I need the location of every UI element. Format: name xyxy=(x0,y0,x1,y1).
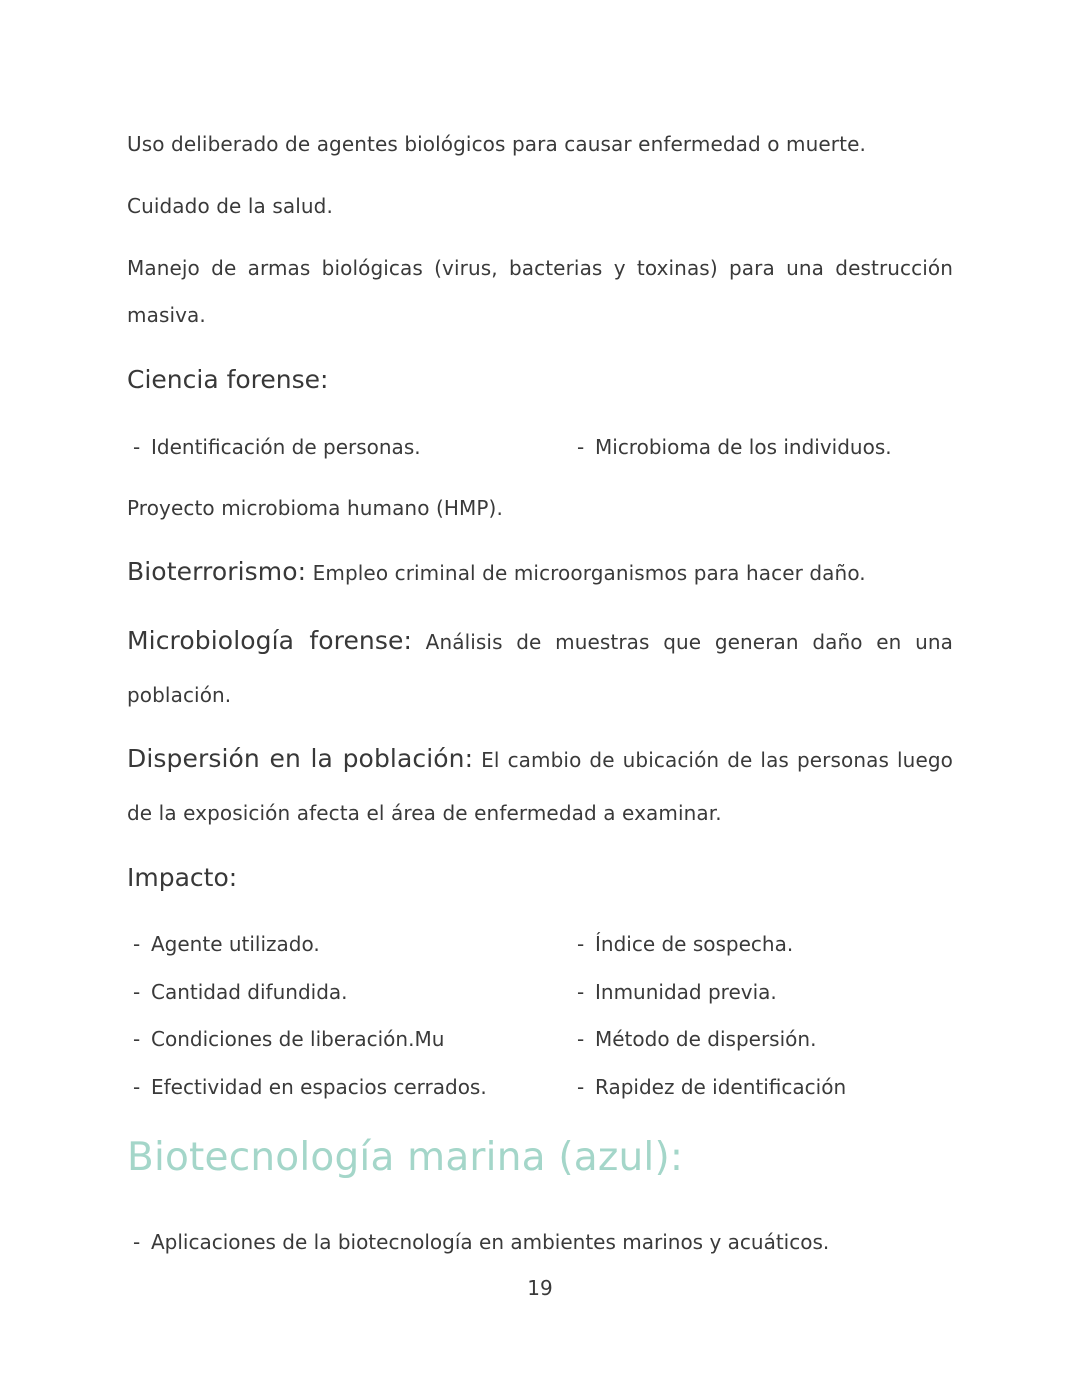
definition-text: Análisis de muestras que generan daño en una xyxy=(425,630,953,654)
bullet-dash: - xyxy=(133,980,141,1004)
bullet-dash: - xyxy=(577,435,585,459)
list-item xyxy=(127,980,348,1004)
bullet-dash: - xyxy=(577,1075,585,1099)
term-bioterrorism: Bioterrorismo: xyxy=(127,557,307,586)
bullet-dash: - xyxy=(577,932,585,956)
list-item-text: Aplicaciones de la biotecnología en ambientes marinos y acuáticos. xyxy=(151,1230,830,1254)
list-item xyxy=(127,1075,487,1099)
list-item xyxy=(127,1230,829,1254)
term-dispersion: Dispersión en la población: xyxy=(127,744,474,773)
paragraph-hmp: Proyecto microbioma humano (HMP). xyxy=(127,496,503,520)
paragraph-bioweapons-line2: masiva. xyxy=(127,303,206,327)
definition-forensic-microbiology-line1 xyxy=(127,626,953,655)
bullet-dash: - xyxy=(133,1075,141,1099)
heading-forensic-science: Ciencia forense: xyxy=(127,365,329,394)
list-item-text: Método de dispersión. xyxy=(595,1027,817,1051)
bullet-dash: - xyxy=(133,1230,141,1254)
list-item-text: Rapidez de identificación xyxy=(595,1075,847,1099)
bullet-dash: - xyxy=(577,980,585,1004)
list-item-text: Condiciones de liberación.Mu xyxy=(151,1027,445,1051)
heading-marine-biotechnology: Biotecnología marina (azul): xyxy=(127,1135,684,1180)
bullet-dash: - xyxy=(133,932,141,956)
definition-dispersion-line1 xyxy=(127,744,953,773)
paragraph-deliberate-use: Uso deliberado de agentes biológicos para causar enfermedad o muerte. xyxy=(127,132,866,156)
heading-impact: Impacto: xyxy=(127,863,238,892)
list-item xyxy=(571,435,892,459)
paragraph-health-care: Cuidado de la salud. xyxy=(127,194,333,218)
page-number: 19 xyxy=(527,1276,553,1300)
list-item-text: Inmunidad previa. xyxy=(595,980,777,1004)
bullet-dash: - xyxy=(133,1027,141,1051)
list-item xyxy=(127,435,421,459)
list-item-text: Efectividad en espacios cerrados. xyxy=(151,1075,487,1099)
list-item xyxy=(571,932,793,956)
term-forensic-microbiology: Microbiología forense: xyxy=(127,626,412,655)
list-item xyxy=(571,1027,816,1051)
list-item xyxy=(571,980,777,1004)
definition-bioterrorism xyxy=(127,557,953,586)
definition-text: Empleo criminal de microorganismos para hacer daño. xyxy=(312,561,866,585)
list-item-text: Agente utilizado. xyxy=(151,932,320,956)
list-item-text: Índice de sospecha. xyxy=(595,932,794,956)
list-item-text: Microbioma de los individuos. xyxy=(595,435,892,459)
list-item xyxy=(571,1075,846,1099)
list-item-text: Cantidad difundida. xyxy=(151,980,348,1004)
list-item xyxy=(127,932,320,956)
list-item xyxy=(127,1027,444,1051)
definition-text: El cambio de ubicación de las personas luego xyxy=(481,748,953,772)
paragraph-bioweapons-line1: Manejo de armas biológicas (virus, bacterias y toxinas) para una destrucción xyxy=(127,256,953,280)
definition-forensic-microbiology-line2: población. xyxy=(127,683,232,707)
definition-dispersion-line2: de la exposición afecta el área de enfermedad a examinar. xyxy=(127,801,722,825)
bullet-dash: - xyxy=(577,1027,585,1051)
bullet-dash: - xyxy=(133,435,141,459)
list-item-text: Identificación de personas. xyxy=(151,435,421,459)
